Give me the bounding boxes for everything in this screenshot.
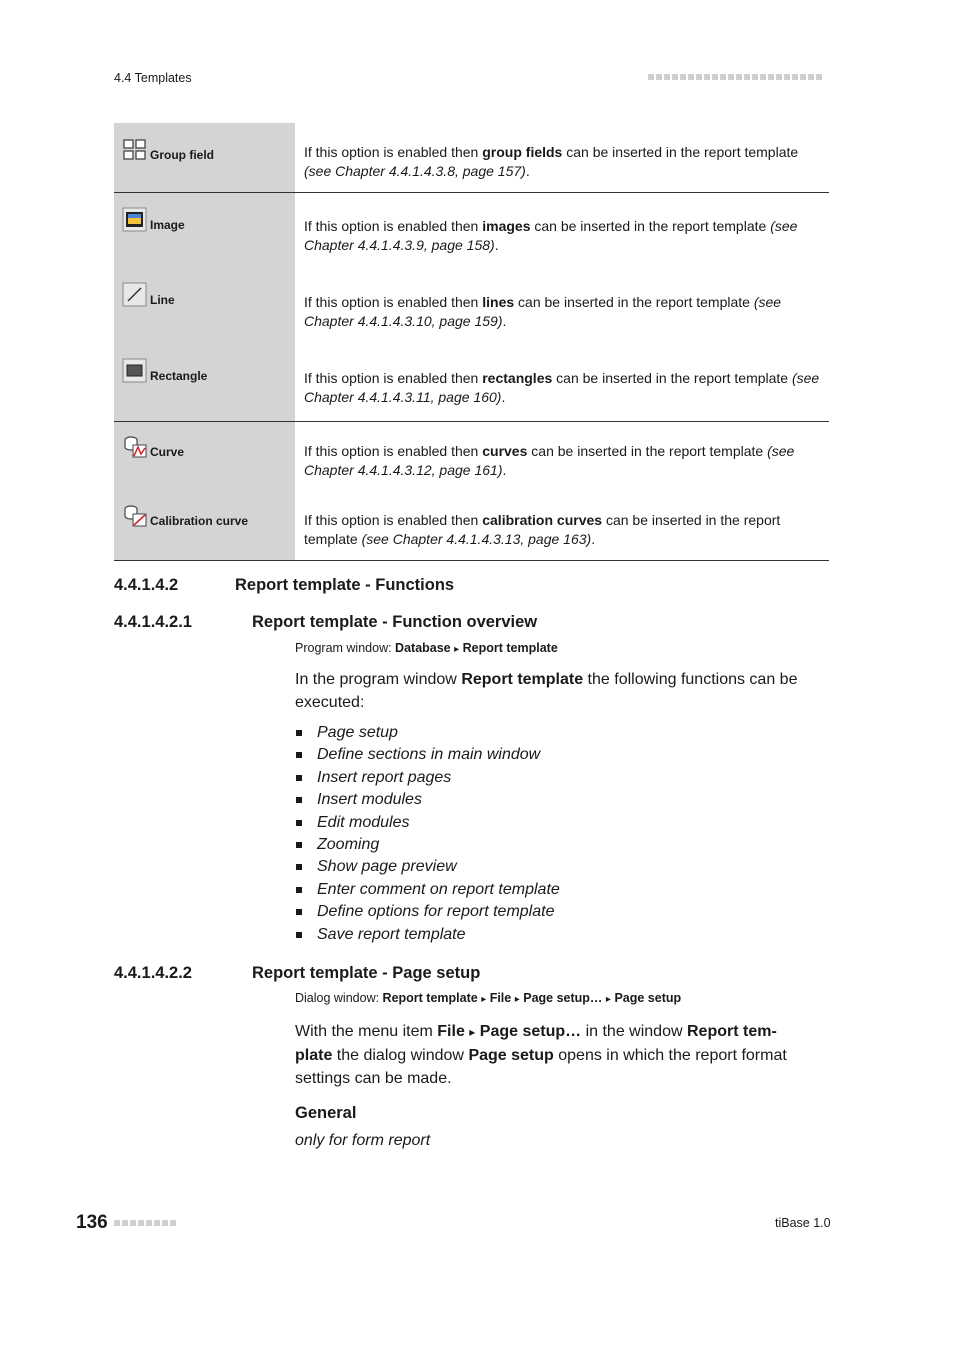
general-note: only for form report [295, 1132, 431, 1149]
table-row [114, 422, 829, 492]
arrow-right-icon: ▸ [481, 994, 487, 1005]
page-setup-paragraph [295, 1020, 830, 1090]
option-description [295, 269, 829, 345]
desc-text: . [494, 237, 499, 253]
desc-text: can be inserted in the report template [552, 370, 792, 386]
path-item: Report template [382, 991, 478, 1005]
subsection-heading [114, 613, 537, 632]
line-icon [122, 282, 147, 307]
dialog-window-path [295, 991, 681, 1005]
arrow-right-icon: ▸ [514, 994, 520, 1005]
desc-text: If this option is enabled then [304, 443, 483, 459]
para-text: the dialog window [332, 1047, 469, 1064]
chapter-reference: (see Chapter 4.4.1.4.3.11, page 160) [304, 370, 820, 405]
desc-text: . [591, 531, 596, 547]
calibration-curve-icon [122, 503, 147, 528]
para-keyword: Report tem- [686, 1023, 777, 1040]
image-icon [122, 207, 147, 232]
group-field-icon [122, 137, 147, 162]
list-item[interactable]: Zooming [295, 834, 560, 856]
para-line [295, 1020, 830, 1044]
desc-text: If this option is enabled then [304, 218, 483, 234]
option-label: Image [150, 218, 185, 232]
page-number: 136 [76, 1212, 108, 1233]
rectangle-icon [122, 358, 147, 383]
function-list [295, 722, 560, 946]
section-number: 4.4.1.4.2.2 [114, 964, 192, 982]
intro-paragraph [295, 668, 830, 714]
section-title: Report template - Page setup [252, 964, 481, 982]
desc-keyword: calibration curves [482, 512, 603, 528]
desc-text: If this option is enabled then [304, 512, 483, 528]
desc-text: can be inserted in the report template [530, 218, 771, 234]
list-item[interactable]: Show page preview [295, 856, 560, 878]
desc-text: . [525, 163, 530, 179]
list-item[interactable]: Insert modules [295, 789, 560, 811]
option-label-cell [114, 123, 295, 193]
path-item: Report template [462, 641, 558, 655]
table-row [114, 269, 829, 345]
chapter-reference: (see Chapter 4.4.1.4.3.12, page 161) [304, 443, 795, 478]
chapter-reference: (see Chapter 4.4.1.4.3.9, page 158) [304, 218, 798, 253]
section-title: Report template - Function overview [252, 613, 538, 631]
list-item[interactable]: Define sections in main window [295, 744, 560, 766]
path-item: Page setup [614, 991, 682, 1005]
para-text: In the program window [295, 671, 462, 688]
table-row [114, 345, 829, 422]
header-dots-decoration [648, 74, 822, 80]
chapter-reference: (see Chapter 4.4.1.4.3.8, page 157) [304, 163, 526, 179]
para-text: the following functions can be executed: [295, 671, 798, 711]
desc-keyword: images [482, 218, 531, 234]
section-heading [114, 576, 454, 595]
para-text: opens in which the report format [553, 1047, 787, 1064]
option-label: Line [150, 293, 175, 307]
list-item[interactable]: Enter comment on report template [295, 879, 560, 901]
option-label-cell [114, 491, 295, 561]
option-label-cell [114, 422, 295, 492]
list-item[interactable]: Insert report pages [295, 767, 560, 789]
table-row [114, 491, 829, 561]
section-number: 4.4.1.4.2 [114, 576, 179, 594]
option-description [295, 193, 829, 270]
section-title: Report template - Functions [235, 576, 455, 594]
table-row [114, 193, 829, 270]
program-window-path [295, 641, 558, 655]
para-text: With the menu item [295, 1023, 438, 1040]
desc-text: can be inserted in the report template [527, 443, 768, 459]
para-keyword: plate [295, 1047, 333, 1064]
option-label: Calibration curve [150, 514, 249, 528]
section-number: 4.4.1.4.2.1 [114, 613, 192, 631]
option-label-cell [114, 193, 295, 270]
arrow-right-icon: ▸ [605, 994, 611, 1005]
desc-keyword: rectangles [482, 370, 553, 386]
option-label: Curve [150, 445, 185, 459]
desc-keyword: lines [482, 294, 515, 310]
desc-text: . [502, 462, 507, 478]
path-item: Page setup… [523, 991, 603, 1005]
option-description [295, 491, 829, 561]
arrow-right-icon: ▸ [454, 644, 460, 655]
desc-text: . [501, 389, 506, 405]
list-item[interactable]: Page setup [295, 722, 560, 744]
para-line [295, 1044, 830, 1067]
desc-text: If this option is enabled then [304, 294, 483, 310]
option-label-cell [114, 269, 295, 345]
arrow-right-icon: ▸ [469, 1025, 476, 1039]
chapter-reference: (see Chapter 4.4.1.4.3.10, page 159) [304, 294, 782, 329]
path-item: Database [395, 641, 451, 655]
para-keyword: Page setup [468, 1047, 554, 1064]
desc-text: If this option is enabled then [304, 144, 483, 160]
desc-keyword: group fields [482, 144, 563, 160]
option-description [295, 345, 829, 422]
chapter-reference: (see Chapter 4.4.1.4.3.13, page 163) [361, 531, 592, 547]
options-table [114, 123, 829, 561]
option-label: Rectangle [150, 369, 208, 383]
desc-text: . [502, 313, 507, 329]
desc-text: If this option is enabled then [304, 370, 483, 386]
desc-text: can be inserted in the report template [304, 512, 781, 547]
option-description [295, 123, 829, 193]
option-label: Group field [150, 148, 214, 162]
general-heading: General [295, 1104, 357, 1122]
list-item[interactable]: Save report template [295, 924, 560, 946]
list-item[interactable]: Edit modules [295, 812, 560, 834]
para-line: settings can be made. [295, 1070, 452, 1087]
footer-dots-decoration [114, 1220, 176, 1226]
list-item[interactable]: Define options for report template [295, 901, 560, 923]
option-description [295, 422, 829, 492]
table-row [114, 123, 829, 193]
subsection-heading [114, 964, 480, 983]
desc-text: can be inserted in the report template [514, 294, 754, 310]
menu-item-file: File [437, 1023, 465, 1040]
menu-item-page-setup: Page setup… [479, 1023, 582, 1040]
product-name: tiBase 1.0 [775, 1216, 831, 1230]
desc-keyword: curves [482, 443, 528, 459]
option-label-cell [114, 345, 295, 422]
desc-text: can be inserted in the report template [562, 144, 799, 160]
path-prefix: Dialog window: [295, 991, 383, 1005]
path-prefix: Program window: [295, 641, 396, 655]
path-item: File [489, 991, 512, 1005]
curve-icon [122, 434, 147, 459]
para-text: in the window [581, 1023, 687, 1040]
para-keyword: Report template [461, 671, 584, 688]
running-header-section: 4.4 Templates [114, 71, 192, 85]
